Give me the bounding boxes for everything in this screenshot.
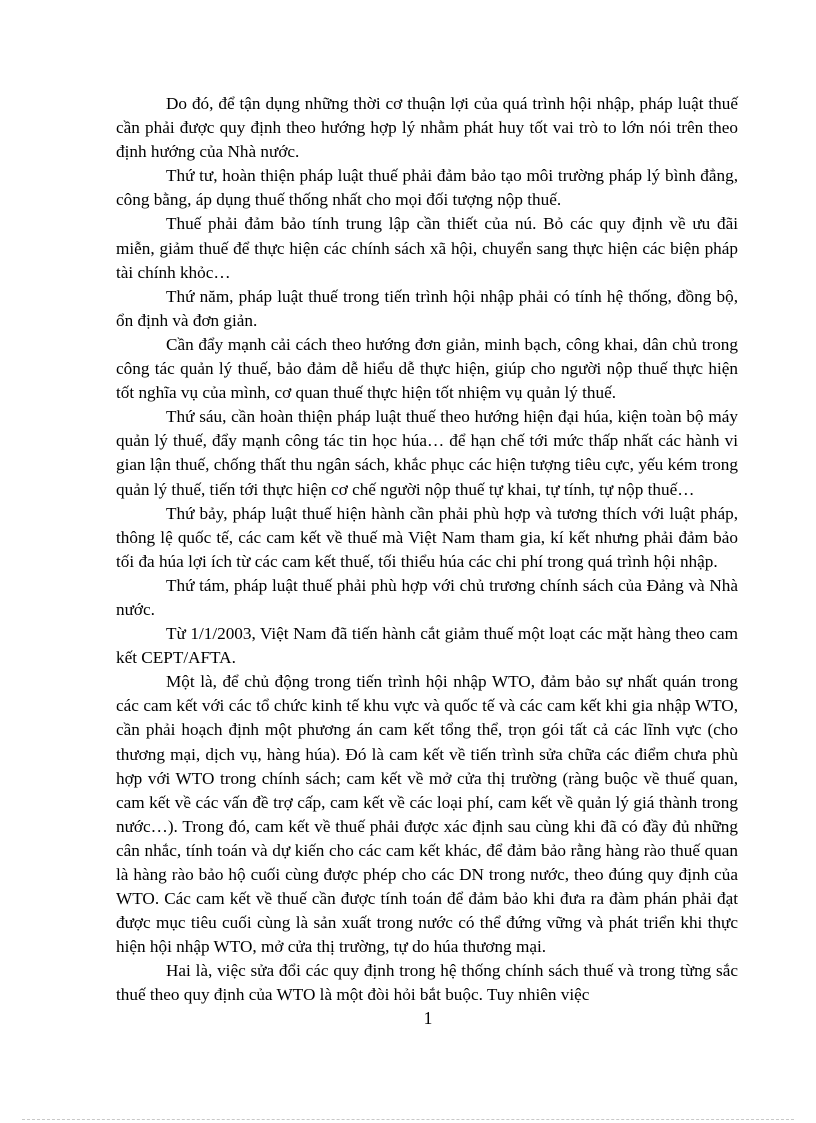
paragraph-7: Thứ bảy, pháp luật thuế hiện hành cần phải phù hợp và tương thích với luật pháp, thông lệ quốc tế, các cam kết về thuế mà Việt Nam tham gia, kí kết nhưng phải đảm bảo tối đa húa lợi ích từ các cam kết thuế, tối thiểu húa các chi phí trong quá trình hội nhập. bbox=[116, 503, 738, 571]
paragraph-10: Một là, để chủ động trong tiến trình hội nhập WTO, đảm bảo sự nhất quán trong các cam kết với các tổ chức kinh tế khu vực và quốc tế và các cam kết khi gia nhập WTO, cần phải hoạch định một phương án cam kết tổng thể, trọn gói tất cả các lĩnh vực (cho thương mại, dịch vụ, hàng húa). Đó là cam kết về tiến trình sửa chữa các điểm chưa phù hợp với WTO trong chính sách; cam kết về mở cửa thị trường (ràng buộc về thuế quan, cam kết về các vấn đề trợ cấp, cam kết về các loại phí, cam kết về quản lý giá thành trong nước…). Trong đó, cam kết về thuế phải được xác định sau cùng khi đã có đầy đủ những cân nhắc, tính toán và dự kiến cho các cam kết khác, để đảm bảo rằng hàng rào thuế quan là hàng rào bảo hộ cuối cùng được phép cho các DN trong nước, theo đúng quy định của WTO. Các cam kết về thuế cần được tính toán để đảm bảo khi đưa ra đàm phán phải đạt được mục tiêu cuối cùng là sản xuất trong nước có thể đứng vững và phát triển khi thực hiện hội nhập WTO, mở cửa thị trường, tự do húa thương mại. bbox=[116, 672, 738, 957]
paragraph-11: Hai là, việc sửa đổi các quy định trong hệ thống chính sách thuế và trong từng sắc thuế theo quy định của WTO là một đòi hỏi bắt buộc. Tuy nhiên việc bbox=[116, 961, 738, 1005]
paragraph-4: Thứ năm, pháp luật thuế trong tiến trình hội nhập phải có tính hệ thống, đồng bộ, ổn định và đơn giản. bbox=[116, 286, 738, 330]
paragraph-5: Cần đẩy mạnh cải cách theo hướng đơn giản, minh bạch, công khai, dân chủ trong công tác quản lý thuế, bảo đảm dễ hiểu dễ thực hiện, giúp cho người nộp thuế thực hiện tốt nghĩa vụ của mình, cơ quan thuế thực hiện tốt nhiệm vụ quản lý thuế. bbox=[116, 334, 738, 403]
paragraph-1: Do đó, để tận dụng những thời cơ thuận lợi của quá trình hội nhập, pháp luật thuế cần phải được quy định theo hướng hợp lý nhằm phát huy tốt vai trò to lớn nói trên theo định hướng của Nhà nước. bbox=[116, 94, 738, 162]
page-bottom-divider bbox=[22, 1119, 794, 1120]
paragraph-9: Từ 1/1/2003, Việt Nam đã tiến hành cắt giảm thuế một loạt các mặt hàng theo cam kết CEPT/AFTA. bbox=[116, 624, 738, 668]
paragraph-2: Thứ tư, hoàn thiện pháp luật thuế phải đảm bảo tạo môi trường pháp lý bình đẳng, công bằng, áp dụng thuế thống nhất cho mọi đối tượng nộp thuế. bbox=[116, 166, 738, 210]
document-body bbox=[116, 92, 738, 1008]
paragraph-8: Thứ tám, pháp luật thuế phải phù hợp với chủ trương chính sách của Đảng và Nhà nước. bbox=[116, 575, 738, 619]
paragraph-3: Thuế phải đảm bảo tính trung lập cần thiết của nú. Bỏ các quy định về ưu đãi miễn, giảm thuế để thực hiện các chính sách xã hội, chuyển sang thực hiện các biện pháp tài chính khỏc… bbox=[116, 214, 738, 282]
page-number: 1 bbox=[423, 1008, 433, 1028]
paragraph-6: Thứ sáu, cần hoàn thiện pháp luật thuế theo hướng hiện đại húa, kiện toàn bộ máy quản lý thuế, đẩy mạnh công tác tin học húa… để hạn chế tới mức thấp nhất các hành vi gian lận thuế, chống thất thu ngân sách, khắc phục các hiện tượng tiêu cực, yếu kém trong quản lý thuế, tiến tới thực hiện cơ chế người nộp thuế tự khai, tự tính, tự nộp thuế… bbox=[116, 407, 738, 499]
